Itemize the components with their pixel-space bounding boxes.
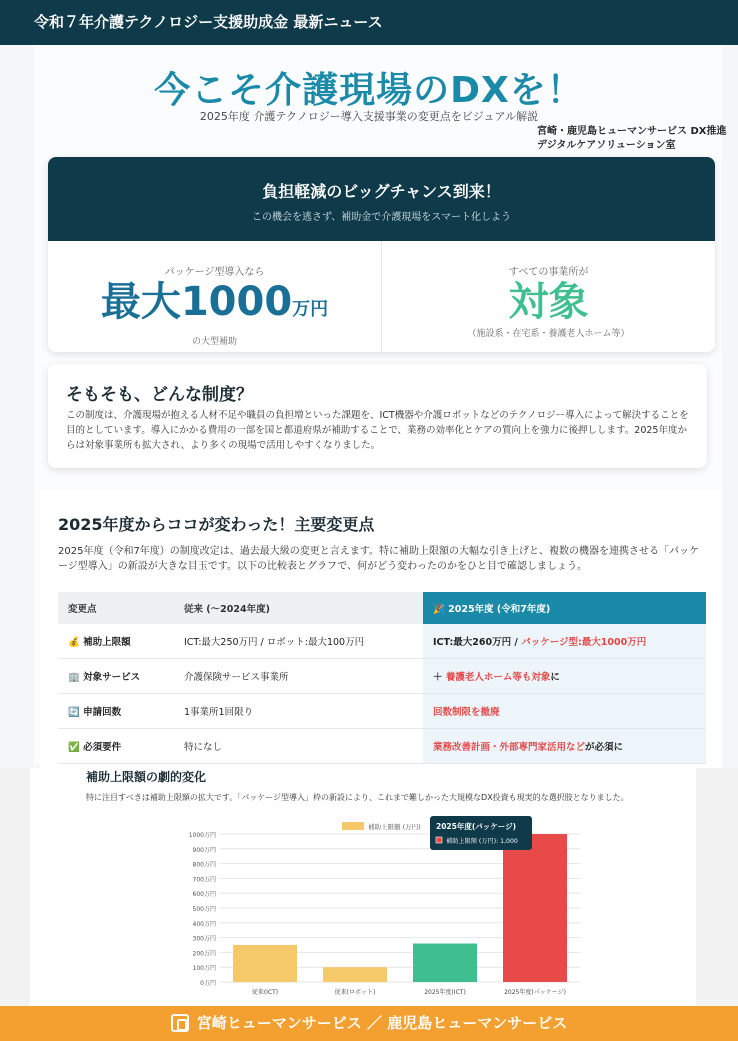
hero-subtitle: 2025年度 介護テクノロジー導入支援事業の変更点をビジュアル解説 bbox=[199, 110, 539, 123]
chart-panel bbox=[30, 768, 696, 1008]
footer-text: 宮崎ヒューマンサービス ／ 鹿児島ヒューマンサービス bbox=[196, 1014, 568, 1032]
table-cell-new bbox=[423, 694, 706, 729]
subsidy-bar-chart bbox=[30, 768, 696, 1008]
y-tick-label: 400万円 bbox=[192, 920, 216, 928]
about-title: そもそも、どんな制度？ bbox=[66, 385, 253, 405]
table-cell-key: ✅ 必須要件 bbox=[58, 729, 174, 764]
eligibility-caption: すべての事業所が bbox=[508, 267, 589, 278]
y-tick-label: 200万円 bbox=[192, 950, 216, 958]
org-line-2: デジタルケアソリューション室 bbox=[537, 140, 676, 151]
comparison-table bbox=[58, 592, 706, 764]
x-tick-label: 従来(ロボット) bbox=[334, 989, 376, 996]
changes-section bbox=[40, 490, 722, 770]
cell-highlight: 回数制限を撤廃 bbox=[433, 707, 500, 718]
table-row bbox=[58, 659, 706, 694]
organization-credit bbox=[537, 125, 727, 153]
table-cell-old: ICT:最大250万円 / ロボット:最大100万円 bbox=[174, 624, 423, 659]
cell-text: に bbox=[550, 672, 560, 683]
eligibility-panel bbox=[382, 241, 715, 352]
x-tick-label: 2025年度(ICT) bbox=[424, 989, 466, 996]
tooltip-title: 2025年度(パッケージ) bbox=[436, 822, 517, 831]
table-header-cell: 変更点 bbox=[58, 592, 174, 624]
table-cell-new bbox=[423, 659, 706, 694]
changes-title: 2025年度からココが変わった！主要変更点 bbox=[58, 515, 375, 534]
footer-bar bbox=[0, 1006, 738, 1041]
banner-title: 令和７年介護テクノロジー支援助成金 最新ニュース bbox=[34, 13, 383, 31]
table-cell-key: 🏢 対象サービス bbox=[58, 659, 174, 694]
legend-swatch bbox=[342, 822, 364, 830]
chart-section bbox=[0, 768, 738, 1008]
max-subsidy-panel bbox=[48, 241, 382, 352]
table-row bbox=[58, 694, 706, 729]
x-tick-label: 従来(ICT) bbox=[251, 989, 279, 996]
chart-title: 補助上限額の劇的変化 bbox=[86, 770, 207, 784]
max-subsidy-number: 最大1000 bbox=[100, 279, 293, 325]
table-cell-new bbox=[423, 624, 706, 659]
cell-highlight: 業務改善計画・外部専門家活用など bbox=[433, 742, 586, 753]
table-header-row bbox=[58, 592, 706, 624]
y-tick-label: 800万円 bbox=[192, 861, 216, 869]
max-subsidy-note: の大型補助 bbox=[191, 337, 237, 347]
table-cell-key: 💰 補助上限額 bbox=[58, 624, 174, 659]
cell-highlight: 養護老人ホーム等も対象 bbox=[445, 672, 551, 683]
top-banner bbox=[0, 0, 738, 45]
cell-text: ICT:最大260万円 / bbox=[433, 637, 522, 648]
tooltip-swatch bbox=[436, 837, 442, 843]
highlight-subtitle: この機会を逃さず、補助金で介護現場をスマート化しよう bbox=[252, 212, 511, 223]
x-tick-label: 2025年度(パッケージ) bbox=[504, 989, 566, 996]
org-line-1: 宮崎・鹿児島ヒューマンサービス DX推進 bbox=[537, 126, 727, 137]
highlight-title: 負担軽減のビッグチャンス到来！ bbox=[262, 182, 501, 201]
about-body: この制度は、介護現場が抱える人材不足や職員の負担増といった課題を、ICT機器や介護ロボットなどのテクノロジー導入によって解決することを目的としています。導入にかかる費用の一部を国と都道府県が補助することで、業務の効率化とケアの質向上を強力に後押しします。2025年度からは対象事業所も拡大され、より多くの現場で活用しやすくなりました。 bbox=[66, 410, 689, 451]
table-header-cell: 従来 (〜2024年度) bbox=[174, 592, 423, 624]
table-cell-key: 🔄 申請回数 bbox=[58, 694, 174, 729]
table-cell-old: 介護保険サービス事業所 bbox=[174, 659, 423, 694]
cell-text: が必須に bbox=[585, 742, 624, 753]
bar bbox=[503, 834, 567, 982]
eligibility-big: 対象 bbox=[508, 279, 589, 325]
eligibility-note: （施設系・在宅系・養護老人ホーム等） bbox=[467, 329, 630, 339]
max-subsidy-unit: 万円 bbox=[292, 299, 329, 320]
changes-body: 2025年度（令和7年度）の制度改定は、過去最大級の変更と言えます。特に補助上限額の大幅な引き上げと、複数の機器を連携させる「パッケージ型導入」の新設が大きな目玉です。以下の比較表とグラフで、何がどう変わったのかをひと目で確認しましょう。 bbox=[58, 546, 700, 572]
y-tick-label: 600万円 bbox=[192, 891, 216, 899]
table-cell-old: 1事業所1回限り bbox=[174, 694, 423, 729]
y-tick-label: 900万円 bbox=[192, 846, 216, 854]
table-cell-old: 特になし bbox=[174, 729, 423, 764]
y-tick-label: 700万円 bbox=[192, 876, 216, 884]
bar bbox=[233, 945, 297, 982]
y-tick-label: 500万円 bbox=[192, 906, 216, 913]
table-row bbox=[58, 624, 706, 659]
cell-text: ＋ bbox=[433, 672, 446, 683]
about-card bbox=[48, 364, 707, 468]
tooltip-text: 補助上限額 (万円): 1,000 bbox=[446, 838, 518, 845]
cell-highlight: パッケージ型:最大1000万円 bbox=[521, 637, 647, 648]
table-row bbox=[58, 729, 706, 764]
company-logo-icon bbox=[171, 1014, 189, 1032]
highlight-card bbox=[48, 157, 715, 352]
y-tick-label: 1000万円 bbox=[188, 832, 216, 839]
y-tick-label: 100万円 bbox=[192, 965, 216, 973]
y-tick-label: 0万円 bbox=[200, 980, 216, 987]
bar bbox=[323, 967, 387, 982]
max-subsidy-caption: パッケージ型導入なら bbox=[164, 267, 265, 278]
table-cell-new bbox=[423, 729, 706, 764]
hero-title: 今こそ介護現場のDXを！ bbox=[154, 70, 584, 111]
legend-label: 補助上限額 (万円) bbox=[368, 823, 421, 831]
chart-description: 特に注目すべきは補助上限額の拡大です。「パッケージ型導入」枠の新設により、これまで難しかった大規模なDX投資も現実的な選択肢となりました。 bbox=[86, 793, 629, 802]
table-header-cell: 🎉 2025年度 (令和7年度) bbox=[423, 592, 706, 624]
max-subsidy-amount bbox=[48, 280, 381, 332]
highlight-header bbox=[48, 157, 715, 241]
bar bbox=[413, 944, 477, 982]
y-tick-label: 300万円 bbox=[192, 935, 216, 943]
